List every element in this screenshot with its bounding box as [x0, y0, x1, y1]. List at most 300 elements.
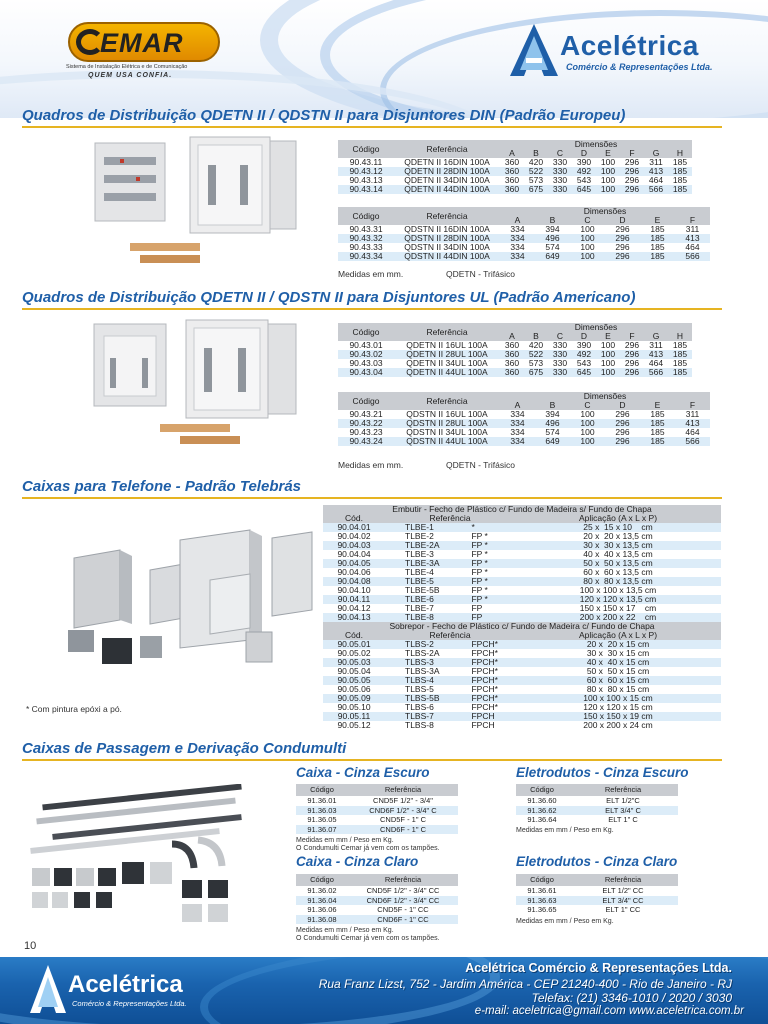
- finish-cell: FPCH: [469, 712, 515, 721]
- dimension-cell: 185: [640, 419, 675, 428]
- dimension-col-header: G: [644, 149, 668, 158]
- reference-cell: QDETN II 44UL 100A: [394, 368, 500, 377]
- application-cell: 120 x 120 x 13,5 cm: [515, 595, 721, 604]
- dimension-cell: 543: [572, 176, 596, 185]
- column-header-code: Cód.: [323, 631, 385, 640]
- eletroduto-claro-note: Medidas em mm / Peso em Kg.: [516, 918, 614, 925]
- dimension-cell: 185: [668, 167, 692, 176]
- code-cell: 90.05.02: [323, 649, 385, 658]
- dimension-col-header: H: [668, 332, 692, 341]
- dimension-cell: 100: [570, 419, 605, 428]
- table-row: [323, 550, 721, 559]
- finish-cell: *: [469, 523, 515, 532]
- dimension-cell: 100: [596, 158, 620, 167]
- dimension-cell: 649: [535, 437, 570, 446]
- dimension-cell: 100: [570, 225, 605, 234]
- dimension-cell: 296: [620, 359, 644, 368]
- code-cell: 90.05.01: [323, 640, 385, 649]
- dimension-cell: 330: [548, 176, 572, 185]
- cemar-tagline: Sistema de Instalação Elétrica e de Comunicação: [66, 64, 188, 70]
- application-cell: 60 x 60 x 15 cm: [515, 676, 721, 685]
- dimension-col-header: C: [570, 401, 605, 410]
- dimension-cell: 566: [644, 185, 668, 194]
- dimension-cell: 574: [535, 243, 570, 252]
- section-title-telefone: Caixas para Telefone - Padrão Telebrás: [22, 478, 302, 495]
- table-row: [516, 815, 678, 825]
- aceletrica-name: Acelétrica: [560, 30, 699, 61]
- dimension-cell: 360: [500, 185, 524, 194]
- table-row: [323, 721, 721, 730]
- dimension-col-header: C: [548, 332, 572, 341]
- column-header-application: Aplicação (A x L x P): [515, 631, 721, 640]
- table-row: [323, 694, 721, 703]
- dimension-col-header: F: [620, 332, 644, 341]
- section-divider: [22, 497, 722, 499]
- code-cell: 90.43.24: [338, 437, 394, 446]
- reference-cell: TLBE-1: [385, 523, 469, 532]
- dimension-cell: 522: [524, 350, 548, 359]
- dimension-cell: 296: [605, 243, 640, 252]
- dimension-col-header: D: [605, 401, 640, 410]
- reference-cell: TLBS-7: [385, 712, 469, 721]
- dimension-cell: 413: [644, 167, 668, 176]
- column-header-code: Código: [338, 392, 394, 410]
- application-cell: 100 x 100 x 13,5 cm: [515, 586, 721, 595]
- code-cell: 90.43.21: [338, 410, 394, 419]
- epoxy-footnote: * Com pintura epóxi a pó.: [26, 704, 122, 714]
- dimension-cell: 296: [605, 234, 640, 243]
- dimension-cell: 100: [596, 341, 620, 350]
- code-cell: 91.36.06: [296, 905, 348, 915]
- dimension-cell: 334: [500, 428, 535, 437]
- reference-cell: QDETN II 28UL 100A: [394, 350, 500, 359]
- table-row: [323, 523, 721, 532]
- dimension-cell: 185: [668, 359, 692, 368]
- reference-cell: CND6F 1/2" - 3/4" CC: [348, 896, 458, 906]
- dimension-cell: 360: [500, 350, 524, 359]
- finish-cell: FPCH*: [469, 658, 515, 667]
- application-cell: 30 x 30 x 13,5 cm: [515, 541, 721, 550]
- reference-cell: QDETN II 34UL 100A: [394, 359, 500, 368]
- column-header-dimensions: Dimensões: [500, 140, 692, 149]
- finish-cell: FP *: [469, 577, 515, 586]
- code-cell: 90.05.04: [323, 667, 385, 676]
- application-cell: 20 x 20 x 15 cm: [515, 640, 721, 649]
- dimension-cell: 574: [535, 428, 570, 437]
- table-row: [323, 595, 721, 604]
- column-header-dimensions: Dimensões: [500, 392, 710, 401]
- dimension-cell: 185: [668, 368, 692, 377]
- dimension-cell: 492: [572, 167, 596, 176]
- dimension-cell: 311: [644, 158, 668, 167]
- dimension-col-header: C: [548, 149, 572, 158]
- dimension-cell: 334: [500, 243, 535, 252]
- column-header-code: Código: [338, 207, 394, 225]
- table-row: [323, 685, 721, 694]
- reference-cell: TLBS-3A: [385, 667, 469, 676]
- dimension-cell: 334: [500, 419, 535, 428]
- reference-cell: ELT 1/2"C: [568, 796, 678, 806]
- dimension-col-header: C: [570, 216, 605, 225]
- reference-cell: CND5F - 1" CC: [348, 905, 458, 915]
- reference-cell: TLBE-2A: [385, 541, 469, 550]
- dimension-cell: 566: [675, 437, 710, 446]
- table-row: [296, 915, 458, 925]
- code-cell: 90.43.02: [338, 350, 394, 359]
- footer-logo-icon: [28, 963, 68, 1015]
- dimension-cell: 330: [548, 167, 572, 176]
- din-qdstn-table: [338, 207, 710, 261]
- dimension-cell: 420: [524, 158, 548, 167]
- finish-cell: FPCH*: [469, 703, 515, 712]
- dimension-cell: 394: [535, 410, 570, 419]
- code-cell: 90.04.03: [323, 541, 385, 550]
- column-header-reference: Referência: [348, 874, 458, 886]
- table-row: [323, 568, 721, 577]
- weight-note: Medidas em mm / Peso em Kg.: [296, 927, 394, 934]
- dimension-cell: 296: [620, 185, 644, 194]
- page-number: 10: [24, 940, 37, 952]
- reference-cell: CND5F - 1" C: [348, 815, 458, 825]
- dimension-cell: 330: [548, 359, 572, 368]
- caixa-claro-note: [296, 927, 440, 943]
- reference-cell: TLBE-7: [385, 604, 469, 613]
- table-row: [516, 796, 678, 806]
- code-cell: 90.04.11: [323, 595, 385, 604]
- application-cell: 150 x 150 x 17 cm: [515, 604, 721, 613]
- code-cell: 91.36.02: [296, 886, 348, 896]
- reference-cell: TLBS-2A: [385, 649, 469, 658]
- section-title-ul: Quadros de Distribuição QDETN II / QDSTN II para Disjuntores UL (Padrão Americano): [22, 289, 636, 306]
- code-cell: 90.43.34: [338, 252, 394, 261]
- dimension-col-header: A: [500, 401, 535, 410]
- application-cell: 25 x 15 x 10 cm: [515, 523, 721, 532]
- finish-cell: FP *: [469, 550, 515, 559]
- dimension-cell: 185: [640, 410, 675, 419]
- finish-cell: FP *: [469, 595, 515, 604]
- dimension-cell: 360: [500, 167, 524, 176]
- footer-email-web: e-mail: aceletrica@gmail.com www.aceletrica.com.br: [474, 1005, 744, 1017]
- dimension-cell: 360: [500, 359, 524, 368]
- plug-note: O Condumulti Cemar já vem com os tampões.: [296, 845, 440, 852]
- reference-cell: QDSTN II 28UL 100A: [394, 419, 500, 428]
- table-row: [296, 896, 458, 906]
- phase-note: QDETN - Trifásico: [446, 460, 515, 470]
- dimension-cell: 522: [524, 167, 548, 176]
- application-cell: 200 x 200 x 24 cm: [515, 721, 721, 730]
- code-cell: 91.36.04: [296, 896, 348, 906]
- dimension-cell: 334: [500, 234, 535, 243]
- dimension-cell: 100: [596, 359, 620, 368]
- finish-cell: FP: [469, 613, 515, 622]
- dimension-col-header: B: [524, 332, 548, 341]
- eletroduto-escuro-table: [516, 784, 678, 825]
- column-header-reference: Referência: [385, 514, 515, 523]
- reference-cell: TLBS-6: [385, 703, 469, 712]
- caixa-claro-table: [296, 874, 458, 924]
- section-divider: [22, 759, 722, 761]
- dimension-col-header: D: [572, 149, 596, 158]
- column-header-reference: Referência: [568, 874, 678, 886]
- reference-cell: TLBS-8: [385, 721, 469, 730]
- dimension-cell: 100: [596, 368, 620, 377]
- code-cell: 90.05.09: [323, 694, 385, 703]
- column-header-reference: Referência: [385, 631, 515, 640]
- dimension-cell: 645: [572, 368, 596, 377]
- finish-cell: FP *: [469, 586, 515, 595]
- column-header-reference: Referência: [568, 784, 678, 796]
- dimension-cell: 566: [644, 368, 668, 377]
- column-header-dimensions: Dimensões: [500, 207, 710, 216]
- dimension-col-header: E: [596, 332, 620, 341]
- dimension-cell: 675: [524, 368, 548, 377]
- finish-cell: FP: [469, 604, 515, 613]
- dimension-col-header: E: [640, 401, 675, 410]
- dimension-cell: 296: [620, 368, 644, 377]
- application-cell: 80 x 80 x 15 cm: [515, 685, 721, 694]
- table-row: [516, 905, 678, 915]
- reference-cell: CND6F - 1" C: [348, 825, 458, 835]
- application-cell: 40 x 40 x 15 cm: [515, 658, 721, 667]
- column-header-code: Código: [296, 784, 348, 796]
- table-row: [323, 658, 721, 667]
- dimension-cell: 185: [668, 158, 692, 167]
- code-cell: 90.43.22: [338, 419, 394, 428]
- phase-note: QDETN - Trifásico: [446, 269, 515, 279]
- dimension-cell: 390: [572, 158, 596, 167]
- eletroduto-escuro-note: Medidas em mm / Peso em Kg.: [516, 827, 614, 834]
- reference-cell: ELT 1/2" CC: [568, 886, 678, 896]
- code-cell: 90.04.04: [323, 550, 385, 559]
- din-qdetn-table: [338, 140, 692, 194]
- table-row: [516, 806, 678, 816]
- code-cell: 91.36.63: [516, 896, 568, 906]
- dimension-col-header: D: [572, 332, 596, 341]
- table-row: [338, 368, 692, 377]
- dimension-col-header: F: [620, 149, 644, 158]
- dimension-cell: 413: [644, 350, 668, 359]
- dimension-cell: 100: [596, 176, 620, 185]
- reference-cell: ELT 1" CC: [568, 905, 678, 915]
- code-cell: 91.36.60: [516, 796, 568, 806]
- page-footer: [0, 957, 768, 1024]
- dimension-col-header: F: [675, 216, 710, 225]
- column-header-dimensions: Dimensões: [500, 323, 692, 332]
- dimension-cell: 413: [675, 234, 710, 243]
- dimension-cell: 311: [675, 410, 710, 419]
- column-header-code: Código: [338, 140, 394, 158]
- code-cell: 91.36.61: [516, 886, 568, 896]
- code-cell: 90.05.12: [323, 721, 385, 730]
- dimension-cell: 573: [524, 359, 548, 368]
- reference-cell: QDSTN II 34UL 100A: [394, 428, 500, 437]
- code-cell: 90.04.10: [323, 586, 385, 595]
- reference-cell: ELT 3/4" CC: [568, 896, 678, 906]
- dimension-cell: 185: [640, 234, 675, 243]
- code-cell: 90.43.33: [338, 243, 394, 252]
- aceletrica-subtitle: Comércio & Representações Ltda.: [566, 62, 713, 72]
- finish-cell: FPCH*: [469, 676, 515, 685]
- din-panels-photo: [90, 135, 300, 270]
- table-row: [296, 806, 458, 816]
- cemar-logo: [68, 22, 220, 62]
- dimension-cell: 296: [605, 410, 640, 419]
- reference-cell: TLBS-5: [385, 685, 469, 694]
- dimension-cell: 185: [668, 341, 692, 350]
- reference-cell: TLBS-4: [385, 676, 469, 685]
- code-cell: 90.43.13: [338, 176, 394, 185]
- code-cell: 90.04.12: [323, 604, 385, 613]
- caixa-claro-title: Caixa - Cinza Claro: [296, 854, 419, 869]
- table-row: [323, 676, 721, 685]
- code-cell: 91.36.08: [296, 915, 348, 925]
- code-cell: 90.05.11: [323, 712, 385, 721]
- dimension-cell: 413: [675, 419, 710, 428]
- subtable-caption: Sobrepor - Fecho de Plástico c/ Fundo de Madeira c/ Fundo de Chapa: [323, 622, 721, 631]
- dimension-cell: 185: [640, 243, 675, 252]
- finish-cell: FP *: [469, 568, 515, 577]
- dimension-cell: 100: [570, 410, 605, 419]
- table-row: [296, 886, 458, 896]
- dimension-col-header: G: [644, 332, 668, 341]
- reference-cell: CND6F - 1" CC: [348, 915, 458, 925]
- dimension-cell: 100: [570, 234, 605, 243]
- dimension-cell: 649: [535, 252, 570, 261]
- dimension-cell: 100: [596, 185, 620, 194]
- reference-cell: TLBS-2: [385, 640, 469, 649]
- code-cell: 91.36.03: [296, 806, 348, 816]
- dimension-cell: 185: [668, 350, 692, 359]
- reference-cell: TLBE-6: [385, 595, 469, 604]
- dimension-cell: 464: [675, 428, 710, 437]
- code-cell: 90.43.31: [338, 225, 394, 234]
- table-row: [338, 252, 710, 261]
- dimension-cell: 334: [500, 225, 535, 234]
- code-cell: 91.36.65: [516, 905, 568, 915]
- table-row: [323, 532, 721, 541]
- column-header-code: Código: [516, 874, 568, 886]
- column-header-code: Código: [516, 784, 568, 796]
- footer-phone: Telefax: (21) 3346-1010 / 2020 / 3030: [531, 991, 732, 1005]
- dimension-cell: 296: [620, 341, 644, 350]
- reference-cell: TLBE-2: [385, 532, 469, 541]
- section-divider: [22, 308, 722, 310]
- table-row: [296, 825, 458, 835]
- application-cell: 100 x 100 x 15 cm: [515, 694, 721, 703]
- dimension-cell: 185: [640, 225, 675, 234]
- code-cell: 90.43.11: [338, 158, 394, 167]
- dimension-cell: 496: [535, 419, 570, 428]
- reference-cell: QDETN II 34DIN 100A: [394, 176, 500, 185]
- code-cell: 90.43.32: [338, 234, 394, 243]
- dimension-cell: 330: [548, 368, 572, 377]
- table-row: [323, 712, 721, 721]
- table-row: [516, 886, 678, 896]
- dimension-cell: 330: [548, 185, 572, 194]
- code-cell: 91.36.62: [516, 806, 568, 816]
- column-header-code: Cód.: [323, 514, 385, 523]
- code-cell: 90.04.02: [323, 532, 385, 541]
- caixa-escuro-table: [296, 784, 458, 834]
- dimension-cell: 330: [548, 350, 572, 359]
- caixa-escuro-note: [296, 837, 440, 853]
- dimension-cell: 334: [500, 252, 535, 261]
- measure-note: Medidas em mm.: [338, 269, 404, 279]
- column-header-reference: Referência: [394, 392, 500, 410]
- dimension-cell: 334: [500, 437, 535, 446]
- dimension-col-header: E: [596, 149, 620, 158]
- code-cell: 90.43.01: [338, 341, 394, 350]
- cemar-slogan: QUEM USA CONFIA.: [88, 72, 173, 79]
- reference-cell: QDSTN II 16DIN 100A: [394, 225, 500, 234]
- code-cell: 90.43.14: [338, 185, 394, 194]
- code-cell: 90.05.05: [323, 676, 385, 685]
- dimension-cell: 360: [500, 341, 524, 350]
- reference-cell: CND5F 1/2" - 3/4" CC: [348, 886, 458, 896]
- dimension-col-header: F: [675, 401, 710, 410]
- dimension-col-header: B: [535, 216, 570, 225]
- application-cell: 50 x 50 x 15 cm: [515, 667, 721, 676]
- application-cell: 150 x 150 x 19 cm: [515, 712, 721, 721]
- plug-note: O Condumulti Cemar já vem com os tampões.: [296, 935, 440, 942]
- reference-cell: ELT 1" C: [568, 815, 678, 825]
- finish-cell: FP *: [469, 541, 515, 550]
- code-cell: 90.43.12: [338, 167, 394, 176]
- dimension-cell: 360: [500, 368, 524, 377]
- section-title-condumulti: Caixas de Passagem e Derivação Condumulti: [22, 740, 347, 757]
- table-row: [296, 905, 458, 915]
- table-row: [323, 586, 721, 595]
- section-title-din: Quadros de Distribuição QDETN II / QDSTN II para Disjuntores DIN (Padrão Europeu): [22, 107, 626, 124]
- finish-cell: FPCH*: [469, 685, 515, 694]
- column-header-reference: Referência: [394, 140, 500, 158]
- reference-cell: ELT 3/4" C: [568, 806, 678, 816]
- dimension-cell: 296: [620, 176, 644, 185]
- subtable-caption: Embutir - Fecho de Plástico c/ Fundo de Madeira s/ Fundo de Chapa: [323, 505, 721, 514]
- column-header-code: Código: [296, 874, 348, 886]
- condumulti-photo: [22, 784, 258, 934]
- table-row: [323, 577, 721, 586]
- dimension-cell: 330: [548, 341, 572, 350]
- dimension-cell: 185: [668, 185, 692, 194]
- table-row: [323, 541, 721, 550]
- code-cell: 90.04.01: [323, 523, 385, 532]
- dimension-cell: 296: [605, 419, 640, 428]
- reference-cell: TLBS-3: [385, 658, 469, 667]
- finish-cell: FPCH: [469, 721, 515, 730]
- application-cell: 50 x 50 x 13,5 cm: [515, 559, 721, 568]
- application-cell: 80 x 80 x 13,5 cm: [515, 577, 721, 586]
- application-cell: 20 x 20 x 13,5 cm: [515, 532, 721, 541]
- application-cell: 60 x 60 x 13,5 cm: [515, 568, 721, 577]
- table-row: [516, 896, 678, 906]
- dimension-cell: 296: [605, 252, 640, 261]
- caixa-escuro-title: Caixa - Cinza Escuro: [296, 765, 430, 780]
- table-row: [323, 640, 721, 649]
- column-header-code: Código: [338, 323, 394, 341]
- finish-cell: FPCH*: [469, 649, 515, 658]
- table-row: [296, 796, 458, 806]
- reference-cell: TLBE-3: [385, 550, 469, 559]
- reference-cell: TLBE-3A: [385, 559, 469, 568]
- dimension-col-header: D: [605, 216, 640, 225]
- code-cell: 90.04.13: [323, 613, 385, 622]
- code-cell: 90.43.23: [338, 428, 394, 437]
- dimension-cell: 100: [570, 428, 605, 437]
- ul-qdstn-table: [338, 392, 710, 446]
- dimension-cell: 296: [620, 350, 644, 359]
- dimension-cell: 675: [524, 185, 548, 194]
